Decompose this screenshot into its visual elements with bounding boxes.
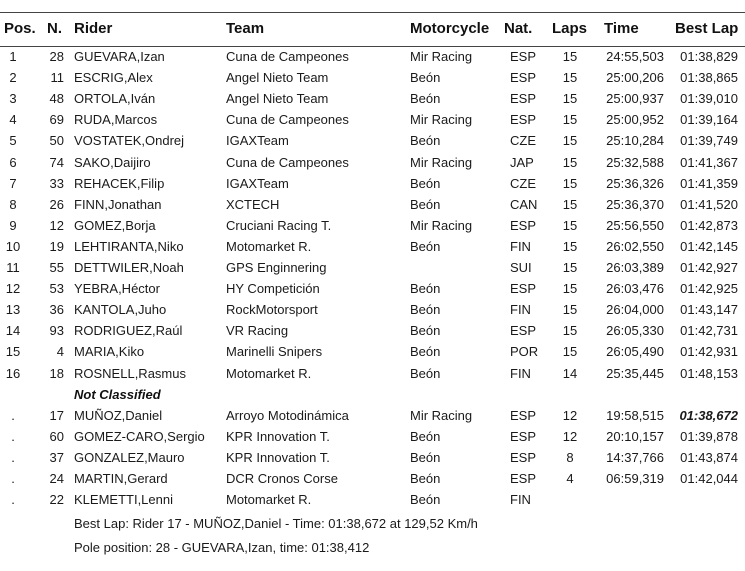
cell-pos: 10 [5, 238, 21, 254]
cell-pos: 4 [9, 112, 17, 128]
table-row [0, 279, 745, 300]
cell-motorcycle: Beón [410, 428, 441, 444]
cell-motorcycle: Beón [410, 133, 441, 149]
cell-laps: 12 [562, 428, 578, 444]
header-pos: Pos. [4, 20, 36, 37]
cell-motorcycle: Beón [410, 449, 441, 465]
cell-motorcycle: Beón [410, 365, 441, 381]
cell-motorcycle: Mir Racing [410, 154, 473, 170]
cell-motorcycle: Beón [410, 323, 441, 339]
not-classified-heading: Not Classified [74, 386, 161, 402]
header-number: N. [47, 20, 62, 37]
cell-nationality: SUI [510, 260, 532, 275]
cell-number: 22 [49, 492, 64, 508]
cell-laps: 15 [562, 217, 578, 233]
cell-pos: 8 [9, 196, 17, 212]
cell-team: Angel Nieto Team [226, 70, 329, 86]
footer-best-lap: Best Lap: Rider 17 - MUÑOZ,Daniel - Time: 01:38,672 at 129,52 Km/h [74, 516, 478, 531]
table-row [0, 174, 745, 195]
cell-number: 36 [49, 302, 64, 318]
cell-time: 25:35,445 [606, 365, 664, 381]
cell-rider: GONZALEZ,Mauro [74, 449, 185, 465]
cell-team: Motomarket R. [226, 365, 312, 381]
cell-best-lap: 01:41,367 [680, 154, 738, 170]
cell-best-lap: 01:38,829 [680, 49, 738, 64]
cell-laps: 15 [562, 175, 578, 191]
cell-rider: KLEMETTI,Lenni [74, 492, 173, 508]
cell-team: Cuna de Campeones [226, 112, 349, 128]
cell-number: 4 [56, 344, 64, 360]
cell-nationality: CAN [510, 196, 538, 212]
cell-rider: GOMEZ,Borja [74, 217, 156, 233]
cell-number: 33 [49, 175, 64, 191]
cell-rider: MARIA,Kiko [74, 344, 145, 360]
cell-best-lap: 01:42,927 [680, 260, 738, 275]
cell-time: 25:00,952 [606, 112, 664, 128]
cell-pos: . [11, 471, 15, 486]
cell-time: 26:03,389 [606, 260, 664, 275]
cell-laps: 15 [562, 91, 578, 107]
cell-motorcycle: Beón [410, 492, 441, 508]
cell-laps: 15 [562, 344, 578, 360]
cell-time: 20:10,157 [606, 428, 664, 444]
cell-nationality: POR [510, 344, 539, 360]
footer-pole-position: Pole position: 28 - GUEVARA,Izan, time: 01:38,412 [74, 540, 370, 555]
cell-best-lap: 01:42,044 [680, 471, 738, 486]
cell-pos: 13 [5, 302, 21, 318]
cell-best-lap: 01:38,865 [680, 70, 738, 86]
table-row [0, 342, 745, 363]
cell-motorcycle: Mir Racing [410, 407, 473, 423]
cell-motorcycle: Beón [410, 175, 441, 191]
cell-team: Cuna de Campeones [226, 49, 349, 64]
cell-number: 12 [49, 217, 64, 233]
cell-rider: ESCRIG,Alex [74, 70, 153, 86]
table-row [0, 216, 745, 237]
cell-motorcycle: Mir Racing [410, 217, 473, 233]
table-row [0, 89, 745, 110]
table-row [0, 448, 745, 469]
cell-motorcycle: Beón [410, 302, 441, 318]
cell-team: HY Competición [226, 281, 320, 297]
cell-pos: 16 [5, 365, 21, 381]
cell-time: 26:02,550 [606, 238, 664, 254]
cell-pos: 7 [9, 175, 17, 191]
cell-nationality: ESP [510, 471, 537, 486]
cell-laps: 15 [562, 70, 578, 86]
cell-rider: GUEVARA,Izan [74, 49, 165, 64]
cell-motorcycle: Beón [410, 238, 441, 254]
cell-rider: RUDA,Marcos [74, 112, 158, 128]
cell-motorcycle: Mir Racing [410, 49, 473, 64]
cell-nationality: ESP [510, 323, 537, 339]
cell-laps: 15 [562, 260, 578, 275]
cell-laps: 15 [562, 196, 578, 212]
cell-laps: 15 [562, 281, 578, 297]
cell-pos: . [11, 449, 15, 465]
cell-laps: 12 [562, 407, 578, 423]
cell-pos: . [11, 492, 15, 508]
cell-nationality: CZE [510, 133, 536, 149]
cell-team: KPR Innovation T. [226, 428, 330, 444]
header-motorcycle: Motorcycle [410, 20, 490, 37]
cell-number: 53 [49, 281, 64, 297]
cell-time: 19:58,515 [606, 407, 664, 423]
cell-rider: SAKO,Daijiro [74, 154, 151, 170]
cell-best-lap: 01:42,731 [680, 323, 738, 339]
cell-number: 24 [49, 471, 64, 486]
cell-team: Angel Nieto Team [226, 91, 329, 107]
cell-nationality: ESP [510, 449, 537, 465]
cell-best-lap: 01:39,749 [680, 133, 738, 149]
table-row [0, 258, 745, 279]
header-time: Time [604, 20, 639, 37]
cell-time: 26:05,490 [606, 344, 664, 360]
cell-pos: 14 [5, 323, 21, 339]
header-laps: Laps [552, 20, 588, 37]
cell-laps: 15 [562, 302, 578, 318]
cell-pos: . [11, 428, 15, 444]
cell-time: 25:00,937 [606, 91, 664, 107]
cell-pos: 12 [5, 281, 21, 297]
cell-rider: MARTIN,Gerard [74, 471, 168, 486]
header-rider: Rider [74, 20, 113, 37]
cell-team: KPR Innovation T. [226, 449, 330, 465]
cell-rider: GOMEZ-CARO,Sergio [74, 428, 205, 444]
cell-laps: 15 [562, 112, 578, 128]
cell-rider: RODRIGUEZ,Raúl [74, 323, 183, 339]
cell-motorcycle: Beón [410, 196, 441, 212]
cell-time: 26:03,476 [606, 281, 664, 297]
cell-time: 25:36,370 [606, 196, 664, 212]
cell-rider: YEBRA,Héctor [74, 281, 160, 297]
cell-team: Cuna de Campeones [226, 154, 349, 170]
cell-motorcycle: Beón [410, 70, 441, 86]
cell-nationality: ESP [510, 281, 537, 297]
cell-rider: ROSNELL,Rasmus [74, 365, 186, 381]
cell-best-lap: 01:42,931 [680, 344, 738, 360]
cell-rider: DETTWILER,Noah [74, 260, 184, 275]
cell-nationality: JAP [510, 154, 534, 170]
cell-number: 50 [49, 133, 64, 149]
cell-number: 55 [49, 260, 64, 275]
cell-time: 26:05,330 [606, 323, 664, 339]
cell-nationality: ESP [510, 91, 537, 107]
cell-number: 11 [50, 70, 64, 86]
cell-number: 17 [49, 407, 64, 423]
cell-best-lap: 01:39,010 [680, 91, 738, 107]
table-row [0, 237, 745, 258]
cell-time: 25:10,284 [606, 133, 664, 149]
cell-team: Arroyo Motodinámica [226, 407, 349, 423]
cell-pos: 3 [9, 91, 17, 107]
cell-best-lap: 01:41,359 [680, 175, 738, 191]
cell-laps: 4 [566, 471, 574, 486]
table-row [0, 131, 745, 152]
cell-nationality: ESP [510, 407, 537, 423]
cell-number: 60 [49, 428, 64, 444]
cell-team: GPS Enginnering [226, 260, 327, 275]
cell-team: Cruciani Racing T. [226, 217, 332, 233]
cell-best-lap: 01:39,164 [680, 112, 738, 128]
table-row [0, 321, 745, 342]
table-row [0, 406, 745, 427]
cell-nationality: FIN [510, 238, 531, 254]
cell-best-lap: 01:43,874 [680, 449, 738, 465]
cell-motorcycle: Beón [410, 91, 441, 107]
header-nationality: Nat. [504, 20, 533, 37]
cell-motorcycle: Mir Racing [410, 112, 473, 128]
cell-nationality: ESP [510, 428, 537, 444]
cell-nationality: ESP [510, 112, 537, 128]
cell-team: VR Racing [226, 323, 289, 339]
cell-team: Motomarket R. [226, 492, 312, 508]
cell-best-lap: 01:48,153 [680, 365, 738, 381]
cell-team: XCTECH [226, 196, 280, 212]
cell-number: 18 [49, 365, 64, 381]
cell-rider: LEHTIRANTA,Niko [74, 238, 184, 254]
cell-team: RockMotorsport [226, 302, 318, 318]
cell-nationality: CZE [510, 175, 536, 191]
cell-laps: 15 [562, 49, 578, 64]
cell-pos: 5 [9, 133, 17, 149]
cell-time: 25:36,326 [606, 175, 664, 191]
cell-laps: 15 [562, 154, 578, 170]
table-row [0, 469, 745, 490]
cell-pos: 2 [9, 70, 17, 86]
cell-best-lap: 01:42,925 [680, 281, 738, 297]
cell-best-lap: 01:38,672 [679, 407, 738, 423]
cell-rider: ORTOLA,Iván [74, 91, 156, 107]
cell-rider: FINN,Jonathan [74, 196, 162, 212]
table-row [0, 195, 745, 216]
cell-time: 06:59,319 [606, 471, 664, 486]
cell-rider: REHACEK,Filip [74, 175, 165, 191]
cell-laps: 15 [562, 323, 578, 339]
cell-time: 25:00,206 [606, 70, 664, 86]
table-row [0, 110, 745, 131]
cell-best-lap: 01:43,147 [680, 302, 738, 318]
table-row [0, 68, 745, 89]
cell-pos: 11 [6, 260, 20, 275]
cell-number: 74 [49, 154, 64, 170]
cell-best-lap: 01:39,878 [680, 428, 738, 444]
table-row [0, 300, 745, 321]
cell-best-lap: 01:41,520 [680, 196, 738, 212]
cell-nationality: FIN [510, 492, 531, 508]
cell-nationality: ESP [510, 217, 537, 233]
header-team: Team [226, 20, 265, 37]
cell-number: 69 [49, 112, 64, 128]
cell-team: DCR Cronos Corse [226, 471, 338, 486]
cell-number: 37 [49, 449, 64, 465]
cell-best-lap: 01:42,145 [680, 238, 738, 254]
table-row [0, 427, 745, 448]
cell-team: IGAXTeam [226, 133, 289, 149]
cell-laps: 14 [562, 365, 578, 381]
cell-nationality: ESP [510, 70, 537, 86]
cell-team: Marinelli Snipers [226, 344, 323, 360]
cell-time: 14:37,766 [606, 449, 664, 465]
cell-number: 28 [49, 49, 64, 64]
cell-time: 24:55,503 [606, 49, 664, 64]
cell-rider: KANTOLA,Juho [74, 302, 167, 318]
table-row [0, 47, 745, 68]
cell-nationality: FIN [510, 302, 531, 318]
cell-rider: VOSTATEK,Ondrej [74, 133, 185, 149]
cell-number: 19 [49, 238, 64, 254]
cell-team: Motomarket R. [226, 238, 312, 254]
table-row [0, 364, 745, 385]
cell-number: 93 [49, 323, 64, 339]
cell-time: 25:32,588 [606, 154, 664, 170]
cell-nationality: FIN [510, 365, 531, 381]
table-row [0, 153, 745, 174]
cell-pos: 15 [5, 344, 21, 360]
cell-pos: . [11, 407, 15, 423]
cell-number: 48 [49, 91, 64, 107]
cell-team: IGAXTeam [226, 175, 289, 191]
cell-motorcycle: Beón [410, 471, 441, 486]
cell-rider: MUÑOZ,Daniel [74, 407, 163, 423]
cell-pos: 1 [9, 49, 17, 64]
table-header [0, 12, 745, 47]
cell-time: 25:56,550 [606, 217, 664, 233]
cell-best-lap: 01:42,873 [680, 217, 738, 233]
cell-laps: 15 [562, 133, 578, 149]
header-best-lap: Best Lap [675, 20, 739, 37]
cell-laps: 8 [566, 449, 574, 465]
cell-pos: 9 [9, 217, 17, 233]
cell-pos: 6 [9, 154, 17, 170]
table-row [0, 490, 745, 511]
cell-motorcycle: Beón [410, 344, 441, 360]
cell-number: 26 [49, 196, 64, 212]
cell-nationality: ESP [510, 49, 537, 64]
cell-time: 26:04,000 [606, 302, 664, 318]
cell-motorcycle: Beón [410, 281, 441, 297]
cell-laps: 15 [562, 238, 578, 254]
